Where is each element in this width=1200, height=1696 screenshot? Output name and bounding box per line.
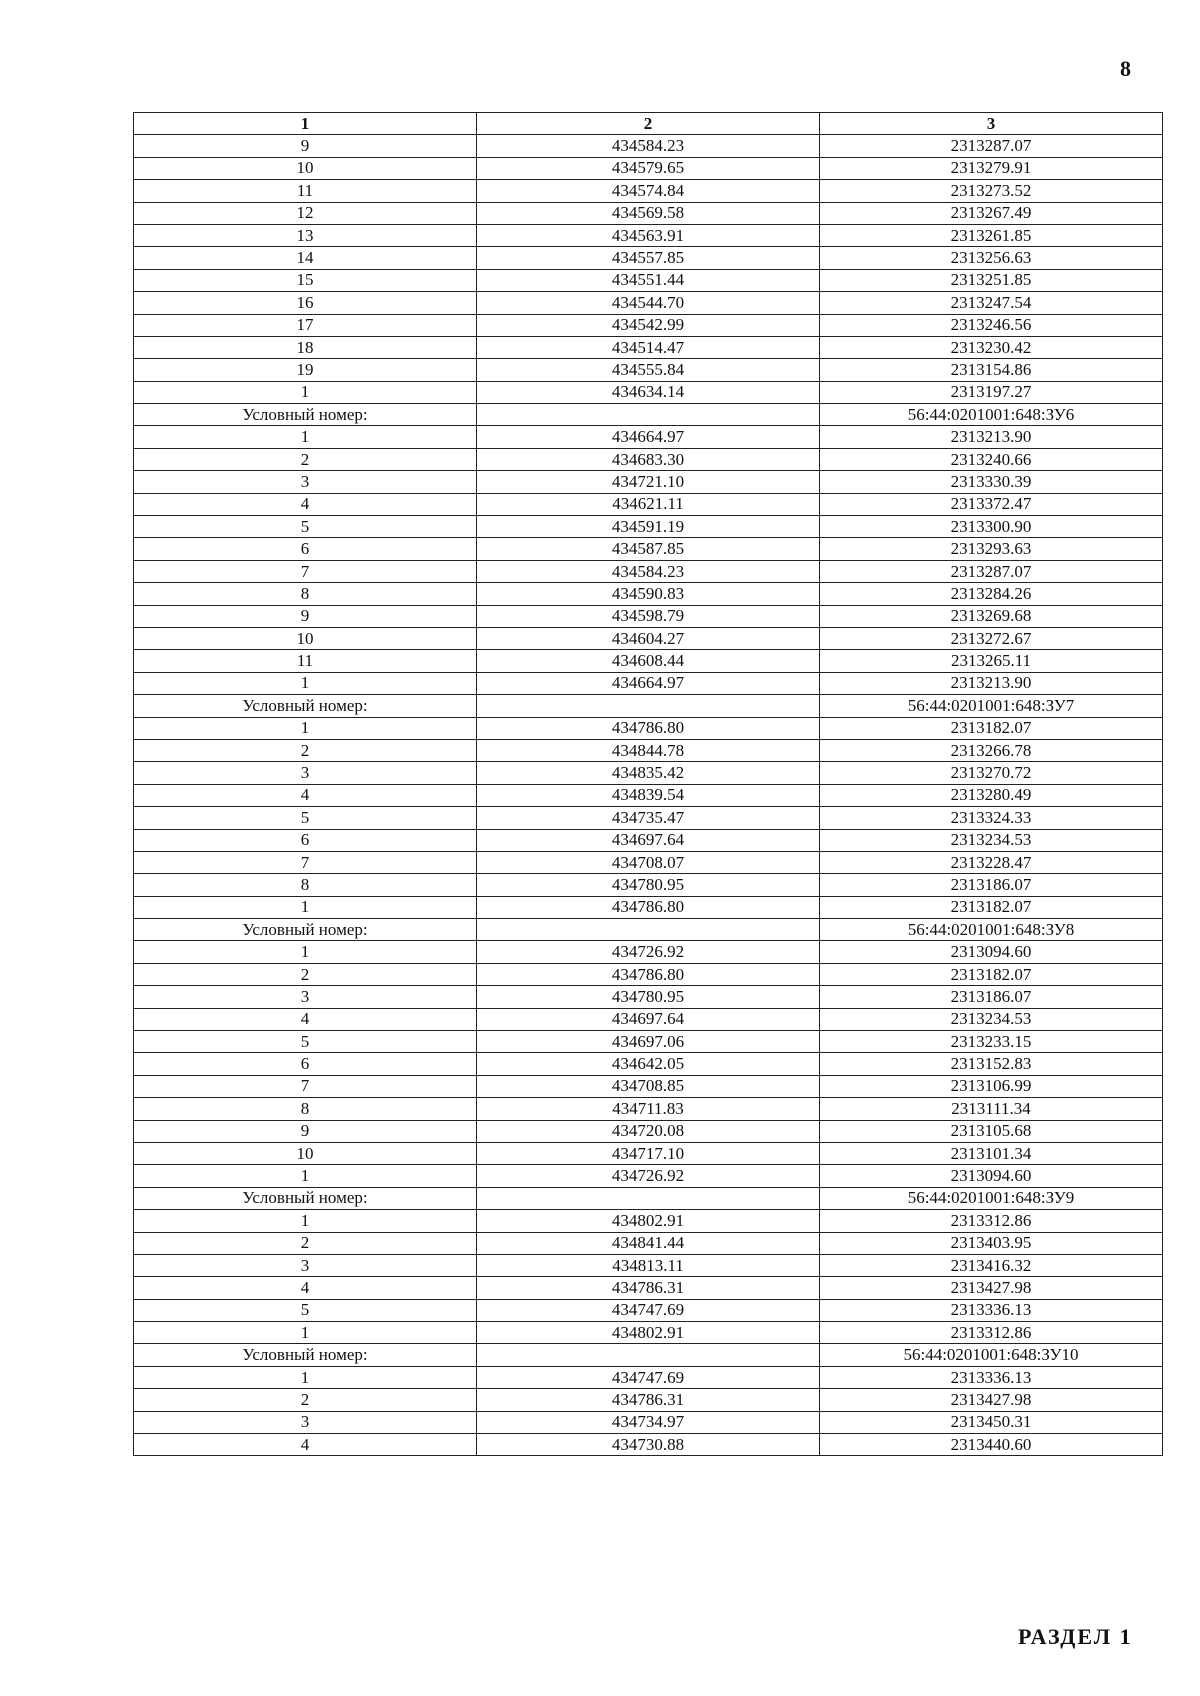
table-row: [134, 1098, 1163, 1120]
label-cell: Условный номер:: [134, 1344, 477, 1366]
cadastral-number-cell: 56:44:0201001:648:ЗУ10: [820, 1344, 1163, 1366]
section-label-row: [134, 695, 1163, 717]
x-coordinate-cell: 434786.31: [477, 1389, 820, 1411]
point-number-cell: 4: [134, 784, 477, 806]
point-number-cell: 3: [134, 1411, 477, 1433]
y-coordinate-cell: 2313269.68: [820, 605, 1163, 627]
x-coordinate-cell: 434574.84: [477, 180, 820, 202]
x-coordinate-cell: 434835.42: [477, 762, 820, 784]
x-coordinate-cell: 434747.69: [477, 1366, 820, 1388]
point-number-cell: 8: [134, 1098, 477, 1120]
table-row: [134, 1299, 1163, 1321]
table-row: [134, 1142, 1163, 1164]
y-coordinate-cell: 2313182.07: [820, 717, 1163, 739]
x-coordinate-cell: 434786.80: [477, 896, 820, 918]
table-row: [134, 471, 1163, 493]
x-coordinate-cell: 434844.78: [477, 739, 820, 761]
x-coordinate-cell: 434802.91: [477, 1322, 820, 1344]
point-number-cell: 8: [134, 874, 477, 896]
cadastral-number-cell: 56:44:0201001:648:ЗУ9: [820, 1187, 1163, 1209]
table-row: [134, 247, 1163, 269]
table-row: [134, 807, 1163, 829]
y-coordinate-cell: 2313440.60: [820, 1434, 1163, 1456]
x-coordinate-cell: 434557.85: [477, 247, 820, 269]
y-coordinate-cell: 2313300.90: [820, 516, 1163, 538]
point-number-cell: 8: [134, 583, 477, 605]
table-row: [134, 359, 1163, 381]
y-coordinate-cell: 2313293.63: [820, 538, 1163, 560]
table-row: [134, 874, 1163, 896]
point-number-cell: 19: [134, 359, 477, 381]
point-number-cell: 1: [134, 941, 477, 963]
y-coordinate-cell: 2313105.68: [820, 1120, 1163, 1142]
cadastral-number-cell: 56:44:0201001:648:ЗУ6: [820, 404, 1163, 426]
x-coordinate-cell: 434514.47: [477, 336, 820, 358]
table-row: [134, 292, 1163, 314]
point-number-cell: 11: [134, 650, 477, 672]
table-row: [134, 941, 1163, 963]
y-coordinate-cell: 2313234.53: [820, 829, 1163, 851]
table-row: [134, 1411, 1163, 1433]
point-number-cell: 1: [134, 381, 477, 403]
empty-cell: [477, 404, 820, 426]
y-coordinate-cell: 2313186.07: [820, 986, 1163, 1008]
x-coordinate-cell: 434721.10: [477, 471, 820, 493]
x-coordinate-cell: 434697.64: [477, 829, 820, 851]
table-row: [134, 224, 1163, 246]
point-number-cell: 17: [134, 314, 477, 336]
table-row: [134, 269, 1163, 291]
coordinates-table: [133, 112, 1163, 1456]
cadastral-number-cell: 56:44:0201001:648:ЗУ7: [820, 695, 1163, 717]
point-number-cell: 4: [134, 493, 477, 515]
table-row: [134, 650, 1163, 672]
table-row: [134, 448, 1163, 470]
y-coordinate-cell: 2313182.07: [820, 963, 1163, 985]
table-row: [134, 202, 1163, 224]
section-label-row: [134, 1344, 1163, 1366]
table-row: [134, 426, 1163, 448]
table-row: [134, 1389, 1163, 1411]
table-row: [134, 336, 1163, 358]
label-cell: Условный номер:: [134, 404, 477, 426]
point-number-cell: 9: [134, 605, 477, 627]
table-row: [134, 157, 1163, 179]
x-coordinate-cell: 434717.10: [477, 1142, 820, 1164]
table-row: [134, 784, 1163, 806]
y-coordinate-cell: 2313280.49: [820, 784, 1163, 806]
point-number-cell: 1: [134, 1322, 477, 1344]
y-coordinate-cell: 2313256.63: [820, 247, 1163, 269]
y-coordinate-cell: 2313101.34: [820, 1142, 1163, 1164]
section-label-row: [134, 919, 1163, 941]
x-coordinate-cell: 434747.69: [477, 1299, 820, 1321]
table-row: [134, 896, 1163, 918]
table-row: [134, 1008, 1163, 1030]
table-row: [134, 381, 1163, 403]
x-coordinate-cell: 434642.05: [477, 1053, 820, 1075]
table-row: [134, 1366, 1163, 1388]
y-coordinate-cell: 2313273.52: [820, 180, 1163, 202]
y-coordinate-cell: 2313372.47: [820, 493, 1163, 515]
y-coordinate-cell: 2313279.91: [820, 157, 1163, 179]
point-number-cell: 4: [134, 1434, 477, 1456]
point-number-cell: 1: [134, 1210, 477, 1232]
cadastral-number-cell: 56:44:0201001:648:ЗУ8: [820, 919, 1163, 941]
x-coordinate-cell: 434569.58: [477, 202, 820, 224]
table-row: [134, 493, 1163, 515]
point-number-cell: 9: [134, 1120, 477, 1142]
table-row: [134, 963, 1163, 985]
label-cell: Условный номер:: [134, 1187, 477, 1209]
y-coordinate-cell: 2313266.78: [820, 739, 1163, 761]
point-number-cell: 3: [134, 762, 477, 784]
table-body: [134, 135, 1163, 1456]
y-coordinate-cell: 2313427.98: [820, 1277, 1163, 1299]
label-cell: Условный номер:: [134, 919, 477, 941]
x-coordinate-cell: 434587.85: [477, 538, 820, 560]
point-number-cell: 5: [134, 1031, 477, 1053]
y-coordinate-cell: 2313094.60: [820, 941, 1163, 963]
y-coordinate-cell: 2313312.86: [820, 1322, 1163, 1344]
table-row: [134, 717, 1163, 739]
y-coordinate-cell: 2313111.34: [820, 1098, 1163, 1120]
header-cell-x: 2: [477, 113, 820, 135]
table-row: [134, 851, 1163, 873]
table-row: [134, 583, 1163, 605]
point-number-cell: 6: [134, 829, 477, 851]
y-coordinate-cell: 2313287.07: [820, 560, 1163, 582]
point-number-cell: 7: [134, 851, 477, 873]
x-coordinate-cell: 434726.92: [477, 941, 820, 963]
point-number-cell: 11: [134, 180, 477, 202]
table-row: [134, 605, 1163, 627]
point-number-cell: 4: [134, 1008, 477, 1030]
point-number-cell: 2: [134, 739, 477, 761]
x-coordinate-cell: 434697.64: [477, 1008, 820, 1030]
x-coordinate-cell: 434726.92: [477, 1165, 820, 1187]
x-coordinate-cell: 434841.44: [477, 1232, 820, 1254]
point-number-cell: 7: [134, 560, 477, 582]
y-coordinate-cell: 2313213.90: [820, 672, 1163, 694]
x-coordinate-cell: 434608.44: [477, 650, 820, 672]
x-coordinate-cell: 434683.30: [477, 448, 820, 470]
y-coordinate-cell: 2313230.42: [820, 336, 1163, 358]
point-number-cell: 10: [134, 627, 477, 649]
section-label-row: [134, 1187, 1163, 1209]
y-coordinate-cell: 2313284.26: [820, 583, 1163, 605]
point-number-cell: 4: [134, 1277, 477, 1299]
table-row: [134, 1254, 1163, 1276]
table-row: [134, 1120, 1163, 1142]
y-coordinate-cell: 2313261.85: [820, 224, 1163, 246]
point-number-cell: 1: [134, 1165, 477, 1187]
point-number-cell: 12: [134, 202, 477, 224]
point-number-cell: 1: [134, 426, 477, 448]
point-number-cell: 2: [134, 1232, 477, 1254]
table-row: [134, 672, 1163, 694]
y-coordinate-cell: 2313272.67: [820, 627, 1163, 649]
label-cell: Условный номер:: [134, 695, 477, 717]
point-number-cell: 10: [134, 157, 477, 179]
y-coordinate-cell: 2313233.15: [820, 1031, 1163, 1053]
x-coordinate-cell: 434579.65: [477, 157, 820, 179]
y-coordinate-cell: 2313270.72: [820, 762, 1163, 784]
header-cell-y: 3: [820, 113, 1163, 135]
point-number-cell: 1: [134, 672, 477, 694]
x-coordinate-cell: 434664.97: [477, 672, 820, 694]
x-coordinate-cell: 434735.47: [477, 807, 820, 829]
table-row: [134, 1322, 1163, 1344]
y-coordinate-cell: 2313324.33: [820, 807, 1163, 829]
point-number-cell: 5: [134, 807, 477, 829]
x-coordinate-cell: 434786.80: [477, 963, 820, 985]
x-coordinate-cell: 434802.91: [477, 1210, 820, 1232]
table-row: [134, 986, 1163, 1008]
y-coordinate-cell: 2313336.13: [820, 1299, 1163, 1321]
y-coordinate-cell: 2313186.07: [820, 874, 1163, 896]
y-coordinate-cell: 2313336.13: [820, 1366, 1163, 1388]
y-coordinate-cell: 2313182.07: [820, 896, 1163, 918]
y-coordinate-cell: 2313247.54: [820, 292, 1163, 314]
x-coordinate-cell: 434697.06: [477, 1031, 820, 1053]
point-number-cell: 7: [134, 1075, 477, 1097]
x-coordinate-cell: 434780.95: [477, 874, 820, 896]
x-coordinate-cell: 434708.07: [477, 851, 820, 873]
point-number-cell: 15: [134, 269, 477, 291]
point-number-cell: 16: [134, 292, 477, 314]
y-coordinate-cell: 2313240.66: [820, 448, 1163, 470]
x-coordinate-cell: 434708.85: [477, 1075, 820, 1097]
point-number-cell: 6: [134, 1053, 477, 1075]
x-coordinate-cell: 434584.23: [477, 135, 820, 157]
table-row: [134, 1075, 1163, 1097]
table-header: [134, 113, 1163, 135]
x-coordinate-cell: 434590.83: [477, 583, 820, 605]
section-footer: РАЗДЕЛ 1: [1018, 1624, 1133, 1649]
y-coordinate-cell: 2313403.95: [820, 1232, 1163, 1254]
point-number-cell: 1: [134, 896, 477, 918]
point-number-cell: 9: [134, 135, 477, 157]
table-row: [134, 1053, 1163, 1075]
point-number-cell: 5: [134, 1299, 477, 1321]
x-coordinate-cell: 434711.83: [477, 1098, 820, 1120]
point-number-cell: 3: [134, 1254, 477, 1276]
x-coordinate-cell: 434604.27: [477, 627, 820, 649]
y-coordinate-cell: 2313265.11: [820, 650, 1163, 672]
empty-cell: [477, 1187, 820, 1209]
y-coordinate-cell: 2313152.83: [820, 1053, 1163, 1075]
y-coordinate-cell: 2313094.60: [820, 1165, 1163, 1187]
table-row: [134, 1210, 1163, 1232]
page-number: 8: [1120, 56, 1131, 81]
point-number-cell: 3: [134, 471, 477, 493]
table-row: [134, 135, 1163, 157]
header-row: [134, 113, 1163, 135]
header-cell-point: 1: [134, 113, 477, 135]
table-row: [134, 762, 1163, 784]
y-coordinate-cell: 2313427.98: [820, 1389, 1163, 1411]
point-number-cell: 2: [134, 963, 477, 985]
x-coordinate-cell: 434734.97: [477, 1411, 820, 1433]
table-row: [134, 1277, 1163, 1299]
x-coordinate-cell: 434544.70: [477, 292, 820, 314]
x-coordinate-cell: 434563.91: [477, 224, 820, 246]
table-row: [134, 1434, 1163, 1456]
x-coordinate-cell: 434551.44: [477, 269, 820, 291]
y-coordinate-cell: 2313330.39: [820, 471, 1163, 493]
section-label-row: [134, 404, 1163, 426]
x-coordinate-cell: 434555.84: [477, 359, 820, 381]
table-row: [134, 1165, 1163, 1187]
x-coordinate-cell: 434839.54: [477, 784, 820, 806]
point-number-cell: 2: [134, 1389, 477, 1411]
point-number-cell: 1: [134, 1366, 477, 1388]
point-number-cell: 18: [134, 336, 477, 358]
table-row: [134, 1031, 1163, 1053]
x-coordinate-cell: 434664.97: [477, 426, 820, 448]
y-coordinate-cell: 2313251.85: [820, 269, 1163, 291]
point-number-cell: 3: [134, 986, 477, 1008]
point-number-cell: 10: [134, 1142, 477, 1164]
point-number-cell: 2: [134, 448, 477, 470]
point-number-cell: 13: [134, 224, 477, 246]
x-coordinate-cell: 434621.11: [477, 493, 820, 515]
y-coordinate-cell: 2313197.27: [820, 381, 1163, 403]
y-coordinate-cell: 2313246.56: [820, 314, 1163, 336]
empty-cell: [477, 695, 820, 717]
y-coordinate-cell: 2313450.31: [820, 1411, 1163, 1433]
table-row: [134, 538, 1163, 560]
table-row: [134, 180, 1163, 202]
y-coordinate-cell: 2313267.49: [820, 202, 1163, 224]
y-coordinate-cell: 2313312.86: [820, 1210, 1163, 1232]
x-coordinate-cell: 434634.14: [477, 381, 820, 403]
point-number-cell: 5: [134, 516, 477, 538]
x-coordinate-cell: 434786.31: [477, 1277, 820, 1299]
y-coordinate-cell: 2313234.53: [820, 1008, 1163, 1030]
table-row: [134, 516, 1163, 538]
x-coordinate-cell: 434813.11: [477, 1254, 820, 1276]
x-coordinate-cell: 434598.79: [477, 605, 820, 627]
empty-cell: [477, 919, 820, 941]
x-coordinate-cell: 434780.95: [477, 986, 820, 1008]
table-row: [134, 739, 1163, 761]
x-coordinate-cell: 434542.99: [477, 314, 820, 336]
x-coordinate-cell: 434591.19: [477, 516, 820, 538]
table-row: [134, 1232, 1163, 1254]
y-coordinate-cell: 2313154.86: [820, 359, 1163, 381]
table-row: [134, 829, 1163, 851]
y-coordinate-cell: 2313228.47: [820, 851, 1163, 873]
y-coordinate-cell: 2313287.07: [820, 135, 1163, 157]
point-number-cell: 1: [134, 717, 477, 739]
y-coordinate-cell: 2313213.90: [820, 426, 1163, 448]
empty-cell: [477, 1344, 820, 1366]
x-coordinate-cell: 434730.88: [477, 1434, 820, 1456]
x-coordinate-cell: 434786.80: [477, 717, 820, 739]
y-coordinate-cell: 2313106.99: [820, 1075, 1163, 1097]
table-row: [134, 560, 1163, 582]
point-number-cell: 14: [134, 247, 477, 269]
x-coordinate-cell: 434584.23: [477, 560, 820, 582]
x-coordinate-cell: 434720.08: [477, 1120, 820, 1142]
point-number-cell: 6: [134, 538, 477, 560]
y-coordinate-cell: 2313416.32: [820, 1254, 1163, 1276]
table-row: [134, 314, 1163, 336]
table-row: [134, 627, 1163, 649]
